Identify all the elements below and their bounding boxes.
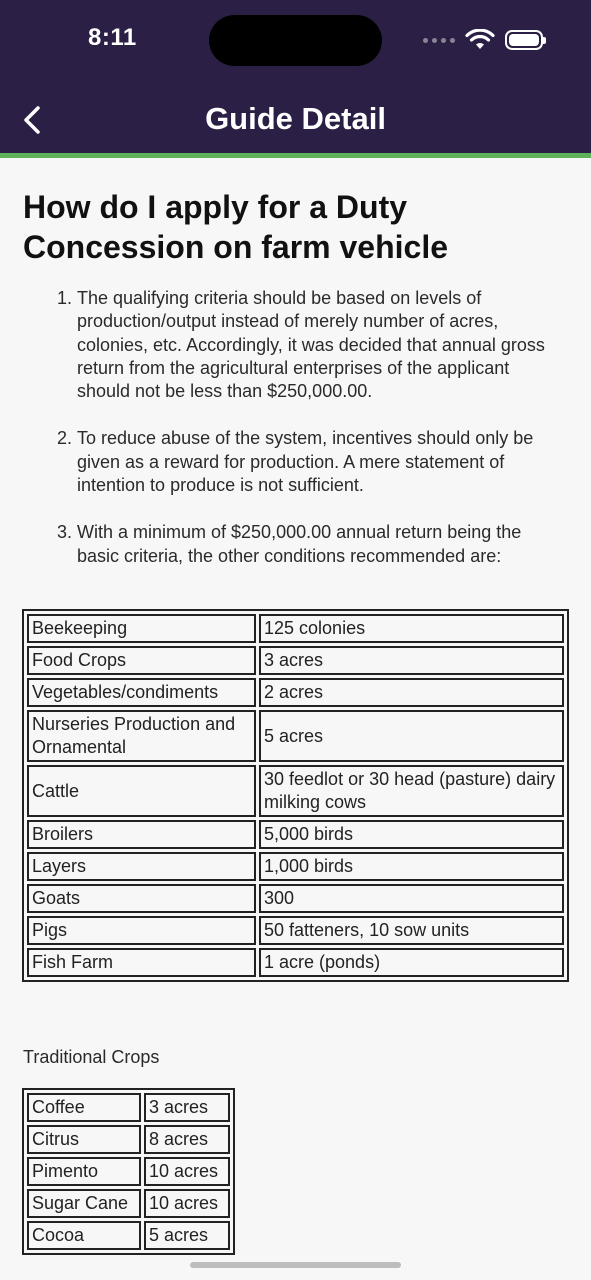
table-cell: Pimento: [27, 1157, 141, 1186]
table-cell: Citrus: [27, 1125, 141, 1154]
table-cell: Layers: [27, 852, 256, 881]
table-cell: 10 acres: [144, 1189, 230, 1218]
table-cell: Vegetables/condiments: [27, 678, 256, 707]
table-row: [27, 1157, 230, 1186]
table-cell: Cocoa: [27, 1221, 141, 1250]
table-cell: 125 colonies: [259, 614, 564, 643]
table-row: [27, 916, 564, 945]
table-cell: Broilers: [27, 820, 256, 849]
table-cell: 8 acres: [144, 1125, 230, 1154]
table-cell: Nurseries Production and Ornamental: [27, 710, 256, 762]
table-row: [27, 646, 564, 675]
table-cell: 1 acre (ponds): [259, 948, 564, 977]
table-cell: Coffee: [27, 1093, 141, 1122]
page-title: Guide Detail: [205, 101, 386, 136]
list-item: 1. The qualifying criteria should be based on levels of production/output instead of merely number of acres, colonies, etc. Accordingly, it was decided that annual gross return from the agricultural enterprises of the applicant should not be less than $250,000.00.: [77, 287, 567, 403]
table-cell: Food Crops: [27, 646, 256, 675]
table-cell: 5,000 birds: [259, 820, 564, 849]
table-row: [27, 1093, 230, 1122]
table-cell: 10 acres: [144, 1157, 230, 1186]
table-cell: 300: [259, 884, 564, 913]
cellular-signal-icon: [423, 38, 455, 43]
traditional-crops-label: Traditional Crops: [23, 1047, 160, 1067]
table-cell: Sugar Cane: [27, 1189, 141, 1218]
table-row: [27, 1125, 230, 1154]
table-row: [27, 852, 564, 881]
table-cell: 50 fatteners, 10 sow units: [259, 916, 564, 945]
table-cell: 1,000 birds: [259, 852, 564, 881]
table-cell: Beekeeping: [27, 614, 256, 643]
table-row: [27, 1221, 230, 1250]
table-cell: 2 acres: [259, 678, 564, 707]
table-cell: Pigs: [27, 916, 256, 945]
table-cell: 3 acres: [259, 646, 564, 675]
guide-content[interactable]: [0, 163, 591, 1258]
criteria-table: [22, 609, 569, 982]
list-item: 3. With a minimum of $250,000.00 annual return being the basic criteria, the other conditions recommended are:: [77, 521, 567, 568]
list-item: 2. To reduce abuse of the system, incentives should only be given as a reward for production. A mere statement of intention to produce is not sufficient.: [77, 427, 567, 497]
table-cell: 30 feedlot or 30 head (pasture) dairy milking cows: [259, 765, 564, 817]
table-row: [27, 678, 564, 707]
app-header: [0, 0, 591, 158]
wifi-icon: [465, 29, 495, 51]
criteria-list: [0, 287, 591, 592]
table-cell: 3 acres: [144, 1093, 230, 1122]
table-cell: Goats: [27, 884, 256, 913]
table-row: [27, 948, 564, 977]
article-title: How do I apply for a Duty Concession on farm vehicle: [23, 189, 449, 265]
header-accent-bar: [0, 153, 591, 158]
traditional-crops-table: [22, 1088, 235, 1255]
table-cell: Cattle: [27, 765, 256, 817]
table-row: [27, 710, 564, 762]
table-row: [27, 765, 564, 817]
table-row: [27, 1189, 230, 1218]
table-row: [27, 614, 564, 643]
table-row: [27, 884, 564, 913]
table-cell: 5 acres: [144, 1221, 230, 1250]
home-indicator[interactable]: [190, 1262, 401, 1268]
status-time: 8:11: [88, 24, 137, 51]
table-row: [27, 820, 564, 849]
table-cell: 5 acres: [259, 710, 564, 762]
battery-icon: [505, 30, 543, 50]
table-cell: Fish Farm: [27, 948, 256, 977]
dynamic-island: [209, 15, 382, 66]
status-icons: [423, 28, 543, 52]
